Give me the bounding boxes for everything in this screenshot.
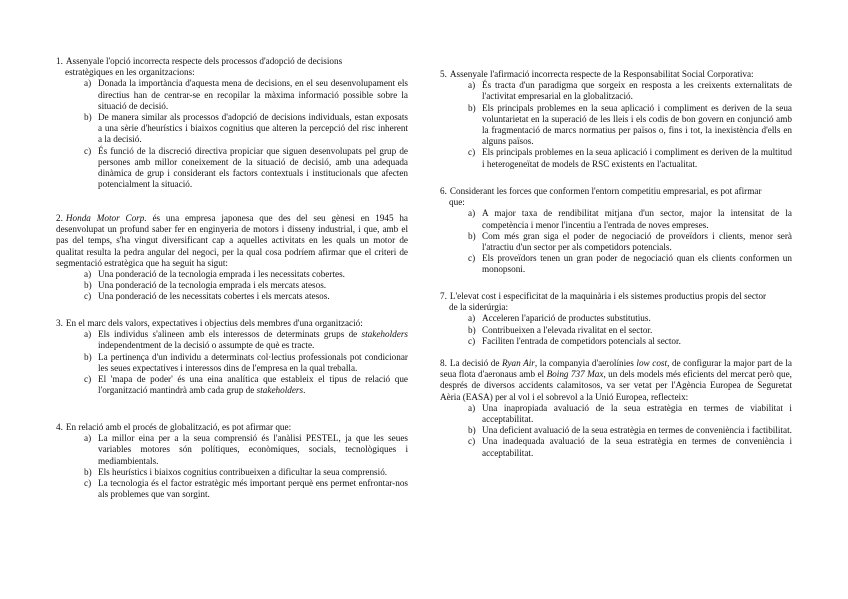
answer-option-c[interactable]: c) És funció de la discreció directiva propiciar que siguen desenvolupats pel grup de persones amb millor coneixement de la situació de decisió, amb una adequada dinàmica de grup i considerant els factors contextuals i institucionals que afecten potencialment la situació. — [84, 145, 408, 190]
answer-option-c[interactable]: c) Una inadequada avaluació de la seua estratègia en termes de conveniència i acceptabilitat. — [468, 436, 792, 458]
answer-option-c[interactable]: c) Els proveïdors tenen un gran poder de negociació quan els clients conformen un monopsoni. — [468, 253, 792, 275]
answer-option-b[interactable]: b) La pertinença d'un individu a determinats col·lectius professionals pot condicionar les seues expectatives i interessos dins de l'empresa en la qual treballa. — [84, 351, 408, 373]
answer-option-a[interactable]: a) Donada la importància d'aquesta mena de decisions, en el seu desenvolupament els directius han de centrar-se en recopilar la màxima informació possible sobre la situació de decisió. — [84, 78, 408, 111]
question-8 — [440, 358, 792, 459]
question-number: 7. — [440, 291, 447, 301]
answer-option-a[interactable]: a) La millor eina per a la seua comprensió és l'anàlisi PESTEL, ja que les seues variables motores són polítiques, econòmiques, socials, tecnològiques i mediambientals. — [84, 433, 408, 466]
answer-option-a[interactable]: a) És tracta d'un paradigma que sorgeix en resposta a les creixents externalitats de l'activitat empresarial en la globalització. — [468, 80, 792, 102]
answer-option-a[interactable]: a) Acceleren l'aparició de productes substitutius. — [468, 313, 651, 324]
question-1 — [56, 56, 408, 190]
answer-option-c[interactable]: c) Faciliten l'entrada de competidors potencials al sector. — [468, 335, 681, 346]
question-stem: 6. Considerant les forces que conformen l'entorn competitiu empresarial, es pot afirmar que: — [440, 186, 762, 208]
question-3 — [56, 318, 408, 396]
answer-option-b[interactable]: b) Contribueixen a l'elevada rivalitat en el sector. — [468, 324, 653, 335]
answer-option-a[interactable]: a) Una ponderació de la tecnologia emprada i les necessitats cobertes. — [84, 269, 345, 280]
question-6 — [440, 186, 792, 276]
answer-option-c[interactable]: c) El 'mapa de poder' és una eina analítica que estableix el tipus de relació que l'organització mantindrà amb cada grup de stakeholders. — [84, 374, 408, 396]
question-stem: 5. Assenyale l'afirmació incorrecta respecte de la Responsabilitat Social Corporativa: — [440, 69, 754, 79]
answer-option-b[interactable]: b) Una deficient avaluació de la seua estratègia en termes de conveniència i factibilitat. — [468, 425, 792, 436]
question-5 — [440, 69, 792, 170]
question-stem: 1. Assenyale l'opció incorrecta respecte dels processos d'adopció de decisions estratègiques en les organitzacions: — [56, 56, 343, 78]
question-number: 1. — [56, 56, 63, 66]
question-stem: 4. En relació amb el procés de globalització, es pot afirmar que: — [56, 422, 292, 432]
question-stem: 8. La decisió de Ryan Air, la companyia d'aerolínies low cost, de configurar la major part de la seua flota d'aeronaus amb el Boing 737 Max, un dels models més eficients del mercat però que, després de diversos accidents calamitosos, va ser vetat per l'Agència Europea de Seguretat Aèria (EASA) per al vol i el sobrevol a la Unió Europea, reflecteix: — [440, 358, 792, 402]
answer-option-a[interactable]: a) Una inapropiada avaluació de la seua estratègia en termes de viabilitat i acceptabilitat. — [468, 402, 792, 425]
question-number: 8. — [440, 358, 447, 368]
question-2 — [56, 213, 408, 303]
question-stem: 7. L'elevat cost i especificitat de la maquinària i els sistemes productius propis del sector de la siderúrgia: — [440, 291, 767, 313]
answer-option-b[interactable]: b) De manera similar als processos d'adopció de decisions individuals, estan exposats a una sèrie d'heurístics i biaixos cognitius que alteren la percepció del risc inherent a la decisió. — [84, 112, 408, 145]
answer-option-a[interactable]: a) A major taxa de rendibilitat mitjana d'un sector, major la intensitat de la competència i menor l'incentiu a l'entrada de noves empreses. — [468, 208, 792, 230]
answer-option-b[interactable]: b) Els heurístics i biaixos cognitius contribueixen a dificultar la seua comprensió. — [84, 466, 388, 477]
answer-option-b[interactable]: b) Com més gran siga el poder de negociació de proveïdors i clients, menor serà l'atractiu d'un sector per als competidors potencials. — [468, 230, 792, 253]
question-4 — [56, 422, 408, 500]
answer-option-c[interactable]: c) La tecnologia és el factor estratègic més important perquè ens permet enfrontar-nos als problemes que van sorgint. — [84, 478, 408, 500]
question-stem: 2. Honda Motor Corp. és una empresa japonesa que des del seu gènesi en 1945 ha desenvolupat un profund saber fer en enginyeria de motors i disseny industrial, i que, amb el pas del temps, s'ha vingut diversificant cap a aquelles activitats en les quals un motor de qualitat resulta la pedra angular del negoci, per la qual cosa podríem afirmar que el criteri de segmentació estratègica que ha seguit ha sigut: — [56, 213, 409, 268]
answer-option-a[interactable]: a) Els individus s'alineen amb els interessos de determinats grups de stakeholders independentment de la decisió o assumpte de què es tracte. — [84, 329, 408, 351]
question-number: 6. — [440, 186, 447, 196]
question-stem: 3. En el marc dels valors, expectatives i objectius dels membres d'una organització: — [56, 318, 363, 328]
answer-option-c[interactable]: c) Els principals problemes en la seua aplicació i compliment es deriven de la multitud i heterogeneïtat de models de RSC existents en l'actualitat. — [468, 147, 792, 169]
answer-option-c[interactable]: c) Una ponderació de les necessitats cobertes i els mercats atesos. — [84, 291, 330, 302]
question-number: 2. — [56, 213, 63, 223]
answer-option-b[interactable]: b) Els principals problemes en la seua aplicació i compliment es deriven de la seua voluntarietat en la superació de les lleis i els codis de bon govern en conjunció amb la fragmentació de marcs normatius per països o, fins i tot, la inexistència d'ells en alguns països. — [468, 102, 792, 147]
question-number: 3. — [56, 318, 63, 328]
question-number: 4. — [56, 422, 63, 432]
question-7 — [440, 291, 792, 347]
answer-option-b[interactable]: b) Una ponderació de la tecnologia emprada i els mercats atesos. — [84, 280, 327, 291]
question-number: 5. — [440, 69, 447, 79]
